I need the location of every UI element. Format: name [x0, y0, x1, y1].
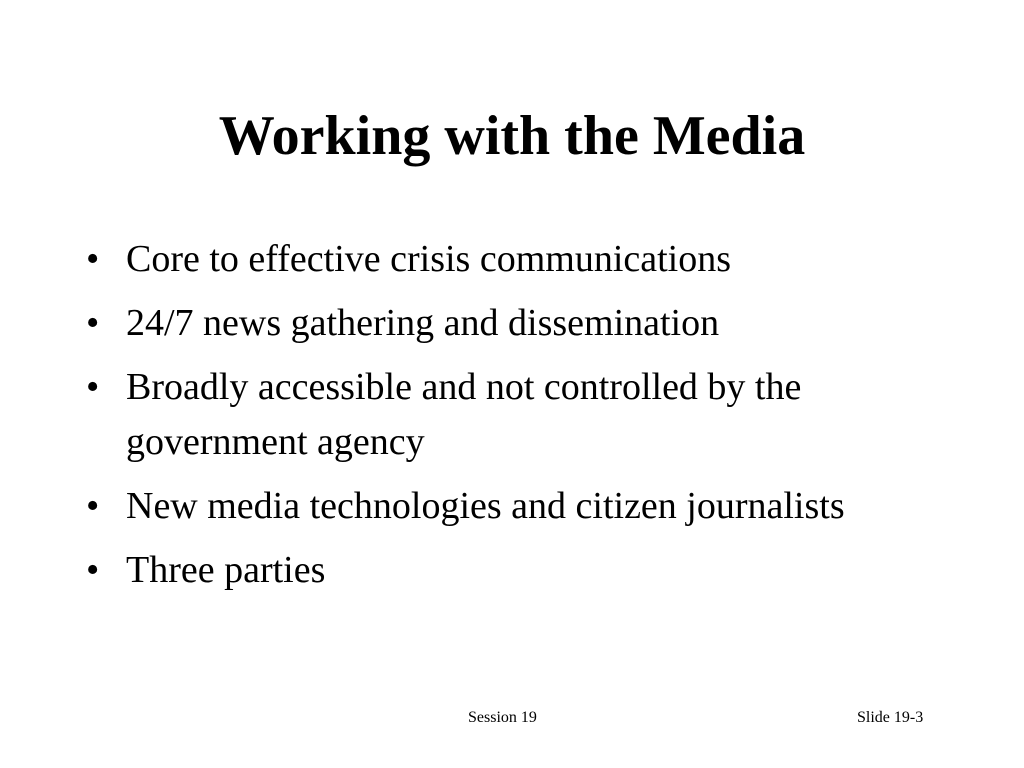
- bullet-item: [86, 360, 966, 470]
- bullet-dot-icon: •: [86, 238, 100, 280]
- bullet-text: Core to effective crisis communications: [126, 238, 732, 280]
- bullet-text: Three parties: [126, 549, 326, 591]
- bullet-item: [86, 479, 966, 534]
- slide-title: Working with the Media: [218, 105, 806, 167]
- bullet-list: [86, 232, 966, 607]
- bullet-dot-icon: •: [86, 302, 100, 344]
- bullet-item: [86, 296, 966, 351]
- bullet-item: [86, 232, 966, 287]
- bullet-dot-icon: •: [86, 485, 100, 527]
- bullet-dot-icon: •: [86, 366, 100, 408]
- bullet-dot-icon: •: [86, 549, 100, 591]
- footer-session-label: Session 19: [468, 709, 537, 726]
- bullet-text: Broadly accessible and not controlled by the government agency: [126, 366, 802, 463]
- bullet-item: [86, 543, 966, 598]
- footer-slide-number: Slide 19-3: [857, 709, 924, 726]
- bullet-text: New media technologies and citizen journalists: [126, 485, 845, 527]
- bullet-text: 24/7 news gathering and dissemination: [126, 302, 720, 344]
